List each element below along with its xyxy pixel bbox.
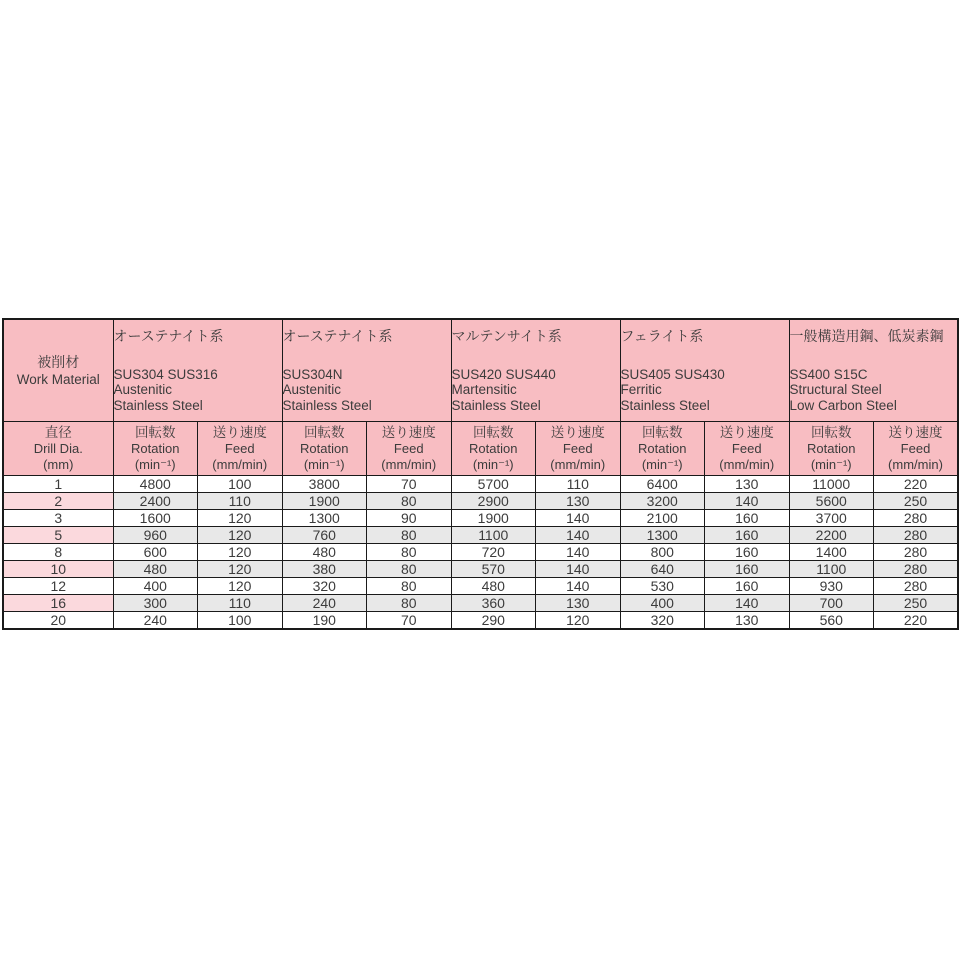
value-cell: 140 [536,578,621,595]
rotation-header [789,422,874,476]
feed-header [874,422,959,476]
value-cell: 70 [367,612,452,630]
feed-header-en: Feed [562,441,593,456]
work-material-header [3,319,113,422]
value-cell: 140 [705,493,790,510]
feed-header-en: Feed [393,441,424,456]
material-name-en: Stainless Steel [451,397,541,413]
value-cell: 2900 [451,493,536,510]
value-cell: 2400 [113,493,198,510]
value-cell: 560 [789,612,874,630]
rotation-header-ja: 回転数 [642,425,683,440]
value-cell: 140 [705,595,790,612]
value-cell: 5700 [451,476,536,493]
material-name-en: Martensitic [451,382,517,398]
value-cell: 480 [113,561,198,578]
feed-header [367,422,452,476]
rotation-header-en: Rotation [469,441,518,456]
value-cell: 120 [198,561,283,578]
rotation-header-ja: 回転数 [135,425,176,440]
value-cell: 120 [198,527,283,544]
rotation-header-ja: 回転数 [304,425,345,440]
value-cell: 290 [451,612,536,630]
value-cell: 1100 [451,527,536,544]
value-cell: 120 [198,578,283,595]
value-cell: 930 [789,578,874,595]
value-cell: 1400 [789,544,874,561]
feed-header [536,422,621,476]
value-cell: 110 [536,476,621,493]
material-codes: SUS405 SUS430 [620,366,725,382]
rotation-header-ja: 回転数 [811,425,852,440]
value-cell: 1900 [282,493,367,510]
value-cell: 320 [620,612,705,630]
drill-dia-label-ja: 直径 [44,425,72,440]
value-cell: 160 [705,510,790,527]
material-name-en: Ferritic [620,382,662,398]
table-row [3,595,958,612]
table-row [3,476,958,493]
value-cell: 640 [620,561,705,578]
value-cell: 130 [536,493,621,510]
material-group-header [789,319,958,422]
value-cell: 700 [789,595,874,612]
material-codes: SUS304 SUS316 [113,366,218,382]
value-cell: 160 [705,578,790,595]
value-cell: 100 [198,612,283,630]
value-cell: 3200 [620,493,705,510]
drill-dia-cell: 10 [3,561,113,578]
drill-dia-cell: 8 [3,544,113,561]
rotation-header [620,422,705,476]
value-cell: 240 [282,595,367,612]
value-cell: 110 [198,493,283,510]
value-cell: 280 [874,544,959,561]
value-cell: 190 [282,612,367,630]
material-group-header [113,319,282,422]
value-cell: 5600 [789,493,874,510]
value-cell: 250 [874,595,959,612]
material-name-en: Low Carbon Steel [789,397,897,413]
material-header-row [3,319,958,422]
material-name-ja: 一般構造用鋼、低炭素鋼 [789,327,944,344]
rotation-header-en: Rotation [131,441,180,456]
value-cell: 1900 [451,510,536,527]
table-row [3,527,958,544]
value-cell: 220 [874,612,959,630]
drill-dia-cell: 12 [3,578,113,595]
material-group-header [451,319,620,422]
value-cell: 160 [705,544,790,561]
value-cell: 1600 [113,510,198,527]
material-name-en: Stainless Steel [620,397,710,413]
value-cell: 960 [113,527,198,544]
value-cell: 400 [620,595,705,612]
value-cell: 11000 [789,476,874,493]
rotation-header [113,422,198,476]
material-codes: SUS420 SUS440 [451,366,556,382]
value-cell: 570 [451,561,536,578]
value-cell: 80 [367,527,452,544]
rotation-header-en: Rotation [807,441,856,456]
value-cell: 2100 [620,510,705,527]
material-name-en: Stainless Steel [113,397,203,413]
feed-header [705,422,790,476]
table-row [3,510,958,527]
rotation-header-unit: (min⁻¹) [472,457,514,472]
work-material-label-ja: 被削材 [37,353,80,370]
value-cell: 280 [874,561,959,578]
rotation-header-unit: (min⁻¹) [303,457,345,472]
value-cell: 80 [367,561,452,578]
value-cell: 140 [536,510,621,527]
value-cell: 120 [198,544,283,561]
rotation-header-ja: 回転数 [473,425,514,440]
material-group-header [620,319,789,422]
drill-dia-unit: (mm) [43,457,74,472]
value-cell: 760 [282,527,367,544]
subheader-row [3,422,958,476]
drill-dia-header [3,422,113,476]
rotation-header-unit: (min⁻¹) [641,457,683,472]
value-cell: 800 [620,544,705,561]
work-material-label-en: Work Material [16,371,100,387]
value-cell: 4800 [113,476,198,493]
rotation-header-unit: (min⁻¹) [134,457,176,472]
value-cell: 250 [874,493,959,510]
table-row [3,493,958,510]
feed-header-ja: 送り速度 [212,425,267,440]
value-cell: 1300 [282,510,367,527]
drill-dia-cell: 1 [3,476,113,493]
value-cell: 140 [536,544,621,561]
value-cell: 100 [198,476,283,493]
table-row [3,561,958,578]
feed-header-en: Feed [731,441,762,456]
value-cell: 360 [451,595,536,612]
material-codes: SUS304N [282,366,343,382]
feed-header-ja: 送り速度 [550,425,605,440]
material-name-en: Structural Steel [789,382,882,398]
spec-table [2,318,959,630]
value-cell: 140 [536,561,621,578]
material-name-ja: オーステナイト系 [282,327,393,344]
value-cell: 110 [198,595,283,612]
value-cell: 480 [451,578,536,595]
table-row [3,578,958,595]
drill-dia-cell: 3 [3,510,113,527]
feed-header-unit: (mm/min) [888,457,943,472]
value-cell: 1300 [620,527,705,544]
feed-header-ja: 送り速度 [888,425,943,440]
value-cell: 480 [282,544,367,561]
value-cell: 1100 [789,561,874,578]
feed-header [198,422,283,476]
value-cell: 300 [113,595,198,612]
material-name-ja: オーステナイト系 [113,327,224,344]
material-codes: SS400 S15C [789,366,868,382]
material-name-ja: マルテンサイト系 [451,327,562,344]
value-cell: 80 [367,493,452,510]
value-cell: 240 [113,612,198,630]
drill-dia-cell: 16 [3,595,113,612]
feed-header-en: Feed [224,441,255,456]
value-cell: 380 [282,561,367,578]
feed-header-unit: (mm/min) [719,457,775,472]
value-cell: 120 [536,612,621,630]
drill-dia-cell: 2 [3,493,113,510]
value-cell: 70 [367,476,452,493]
rotation-header-unit: (min⁻¹) [810,457,852,472]
value-cell: 400 [113,578,198,595]
value-cell: 160 [705,527,790,544]
material-name-en: Austenitic [282,382,342,398]
rotation-header-en: Rotation [638,441,687,456]
rotation-header [282,422,367,476]
value-cell: 220 [874,476,959,493]
drill-dia-label-en: Drill Dia. [33,441,83,456]
value-cell: 120 [198,510,283,527]
table-row [3,612,958,630]
value-cell: 90 [367,510,452,527]
value-cell: 280 [874,510,959,527]
rotation-header [451,422,536,476]
drill-dia-cell: 20 [3,612,113,630]
value-cell: 2200 [789,527,874,544]
value-cell: 80 [367,595,452,612]
value-cell: 80 [367,544,452,561]
table-body [3,476,958,630]
feed-header-unit: (mm/min) [381,457,437,472]
material-name-en: Austenitic [113,382,173,398]
feed-header-ja: 送り速度 [719,425,774,440]
drill-conditions-table [2,318,959,630]
material-name-ja: フェライト系 [620,327,704,344]
value-cell: 320 [282,578,367,595]
value-cell: 160 [705,561,790,578]
drill-dia-cell: 5 [3,527,113,544]
feed-header-unit: (mm/min) [550,457,606,472]
value-cell: 80 [367,578,452,595]
value-cell: 130 [705,612,790,630]
feed-header-ja: 送り速度 [381,425,436,440]
material-group-header [282,319,451,422]
feed-header-unit: (mm/min) [212,457,268,472]
value-cell: 140 [536,527,621,544]
value-cell: 280 [874,578,959,595]
value-cell: 3700 [789,510,874,527]
material-name-en: Stainless Steel [282,397,372,413]
table-row [3,544,958,561]
value-cell: 130 [536,595,621,612]
value-cell: 3800 [282,476,367,493]
value-cell: 600 [113,544,198,561]
rotation-header-en: Rotation [300,441,349,456]
feed-header-en: Feed [900,441,931,456]
value-cell: 720 [451,544,536,561]
value-cell: 530 [620,578,705,595]
value-cell: 6400 [620,476,705,493]
value-cell: 280 [874,527,959,544]
value-cell: 130 [705,476,790,493]
